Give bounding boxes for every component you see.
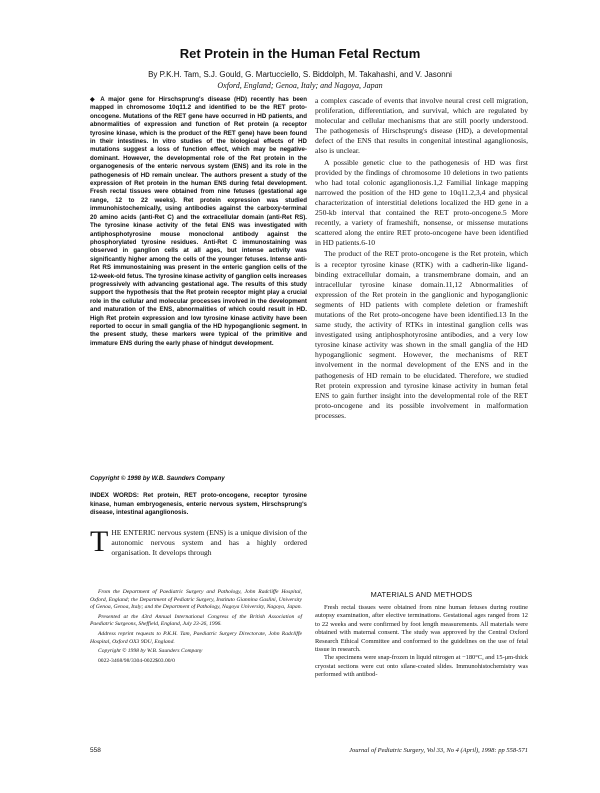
abstract-bullet-icon: ◆ (90, 96, 101, 103)
body-paragraph: a complex cascade of events that involve neural crest cell migration, proliferation, differentiation, and survival, which are regulated by molecular and cellular mechanisms that are still poorly understood. The pathogenesis of Hirschsprung's disease (HD), a developmental defect of the ENS that results in congenital intestinal aganglionosis, also is unclear. (315, 96, 528, 156)
footnote-presented: Presented at the 43rd Annual International Congress of the British Association of Paediatric Surgeons, Sheffield, England, July 23-26, 1996. (90, 613, 302, 628)
abstract-copyright: Copyright © 1998 by W.B. Saunders Company (90, 475, 225, 482)
index-words: INDEX WORDS: Ret protein, RET proto-oncogene, receptor tyrosine kinase, human embryogenesis, enteric nervous system, Hirschsprung's disease, intestinal aganglionosis. (90, 492, 307, 517)
journal-citation: Journal of Pediatric Surgery, Vol 33, No 4 (April), 1998: pp 558-571 (349, 747, 528, 754)
page-number: 558 (90, 747, 101, 754)
intro-lead: HE ENTERIC (111, 528, 156, 537)
methods-paragraph: The specimens were snap-frozen in liquid nitrogen at −180°C, and 15-μm-thick cryostat sections were cut onto silane-coated slides. Immunohistochemistry was performed with antibod- (315, 654, 528, 679)
intro-text: nervous system (ENS) is a unique division of the autonomic nervous system and has a highly ordered organisation. It develops through (111, 528, 307, 558)
intro-paragraph (90, 525, 307, 559)
article-title: Ret Protein in the Human Fetal Rectum (179, 46, 421, 61)
body-paragraph: A possible genetic clue to the pathogenesis of HD was first provided by the findings of chromosome 10 deletions in two patients who had total colonic aganglionosis.1,2 Familial linkage mapping narrowed the position of the HD gene to 10q11.2,3,4 and physical characterization of interstitial deletions localized the HD gene in a 250-kb interval that contained the RET proto-oncogene.5 More recently, a variety of frameshift, nonsense, or missense mutations scattered along the entire RET proto-oncogene have been identified in HD patients.6-10 (315, 157, 528, 248)
abstract-paragraph (90, 96, 307, 348)
methods-paragraph: Fresh rectal tissues were obtained from nine human fetuses during routine autopsy examination, after elective terminations. Gestational ages ranged from 12 to 22 weeks and were confirmed by foot length measurements. All materials were obtained with maternal consent. The study was approved by the Central Oxford Research Ethical Committee and conformed to the guidelines on the use of fetal tissue in research. (315, 604, 528, 654)
footnote-code: 0022-3468/98/3304-0022$03.00/0 (98, 657, 175, 664)
footnotes (90, 589, 302, 667)
footnote-affiliation: From the Department of Paediatric Surgery and Pathology, John Radcliffe Hospital, Oxford, England; the Department of Pediatric Surgery, Instituto Giannina Gaslini, University of Genoa, Genoa, Italy; and the Department of Pathology, Nagoya University, Nagoya, Japan. (90, 589, 302, 611)
section-heading: MATERIALS AND METHODS (370, 590, 473, 599)
author-list: By P.K.H. Tam, S.J. Gould, G. Martucciello, S. Biddolph, M. Takahashi, and V. Jasonni (148, 70, 452, 79)
drop-cap: T (90, 525, 109, 558)
body-paragraph: The product of the RET proto-oncogene is the Ret protein, which is a receptor tyrosine kinase (RTK) with a cadherin-like ligand-binding extracellular domain, a transmembrane domain, and an intracellular tyrosine kinase domain.11,12 Abnormalities of expression of the Ret protein in the ganglionic and hypoganglionic segments of HD patients with complete deletion or frameshift mutations of the Ret proto-oncogene have been identified.13 In the same study, the activity of RTKs in intestinal ganglion cells was investigated using antiphosphotyrosine antibodies, and a very low tyrosine kinase activity was shown in the small ganglia of the HD hypoganglionic segment. However, the mechanisms of RET involvement in the normal development of the ENS and in the pathogenesis of HD remain to be elucidated. Therefore, we studied Ret protein expression and tyrosine kinase activity in human fetal ENS to gain further insight into the developmental role of the RET proto-oncogene and its possible involvement in malformation processes. (315, 249, 528, 420)
right-column (315, 96, 528, 422)
footnote-copyright: Copyright © 1998 by W.B. Saunders Company (98, 648, 203, 655)
abstract-text: A major gene for Hirschsprung's disease (HD) recently has been mapped in chromosome 10q11.2 and identified to be the RET proto-oncogene. Mutations of the RET gene have occurred in HD patients, and abnormalities of expression and function of Ret protein (a receptor tyrosine kinase, which is the product of the RET gene) have been found in their intestines. In vitro studies of the biological effects of HD mutations suggest a loss of function effect, which may be negative-dominant. However, the developmental role of the Ret protein in the organogenesis of the enteric nervous system (ENS) and its role in the pathogenesis of HD remain unclear. The authors present a study of the expression of Ret protein in the human ENS during fetal development. Fresh rectal tissues were obtained from nine fetuses (gestational age range, 12 to 22 weeks). Ret protein expression was studied immunohistochemically, using antibodies against the carboxy-terminal 20 amino acids (anti-Ret C) and the extracellular domain (anti-Ret RS). The tyrosine kinase activity of the fetal ENS was investigated with antiphosphotyrosine mouse monoclonal antibody against the phosphorylated tyrosine residues. Anti-Ret C immunostaining was observed in ganglion cells at all ages, but intense activity was significantly higher among the cells of the younger fetuses. Intense anti-Ret RS immunostaining was present in the enteric ganglion cells of the 12-week-old fetus. The tyrosine kinase activity of ganglion cells increases progressively with advancing gestational age. The results of this study support the hypothesis that the Ret protein receptor might play a crucial role in the cellular and molecular processes involved in the development and maturation of the ENS, abnormalities of which could result in HD. High Ret protein expression and low tyrosine kinase activity have been reported to occur in small ganglia of the HD hypoganglionic segment. In the present study, these markers were typical of the primitive and immature ENS during the early phase of hindgut development. (90, 96, 308, 347)
affiliation-line: Oxford, England; Genoa, Italy; and Nagoya, Japan (217, 81, 383, 90)
footnote-reprints: Address reprint requests to P.K.H. Tam, Paediatric Surgery Directorate, John Radcliffe Hospital, Oxford OX3 9DU, England. (90, 630, 302, 645)
methods-text (315, 604, 528, 680)
